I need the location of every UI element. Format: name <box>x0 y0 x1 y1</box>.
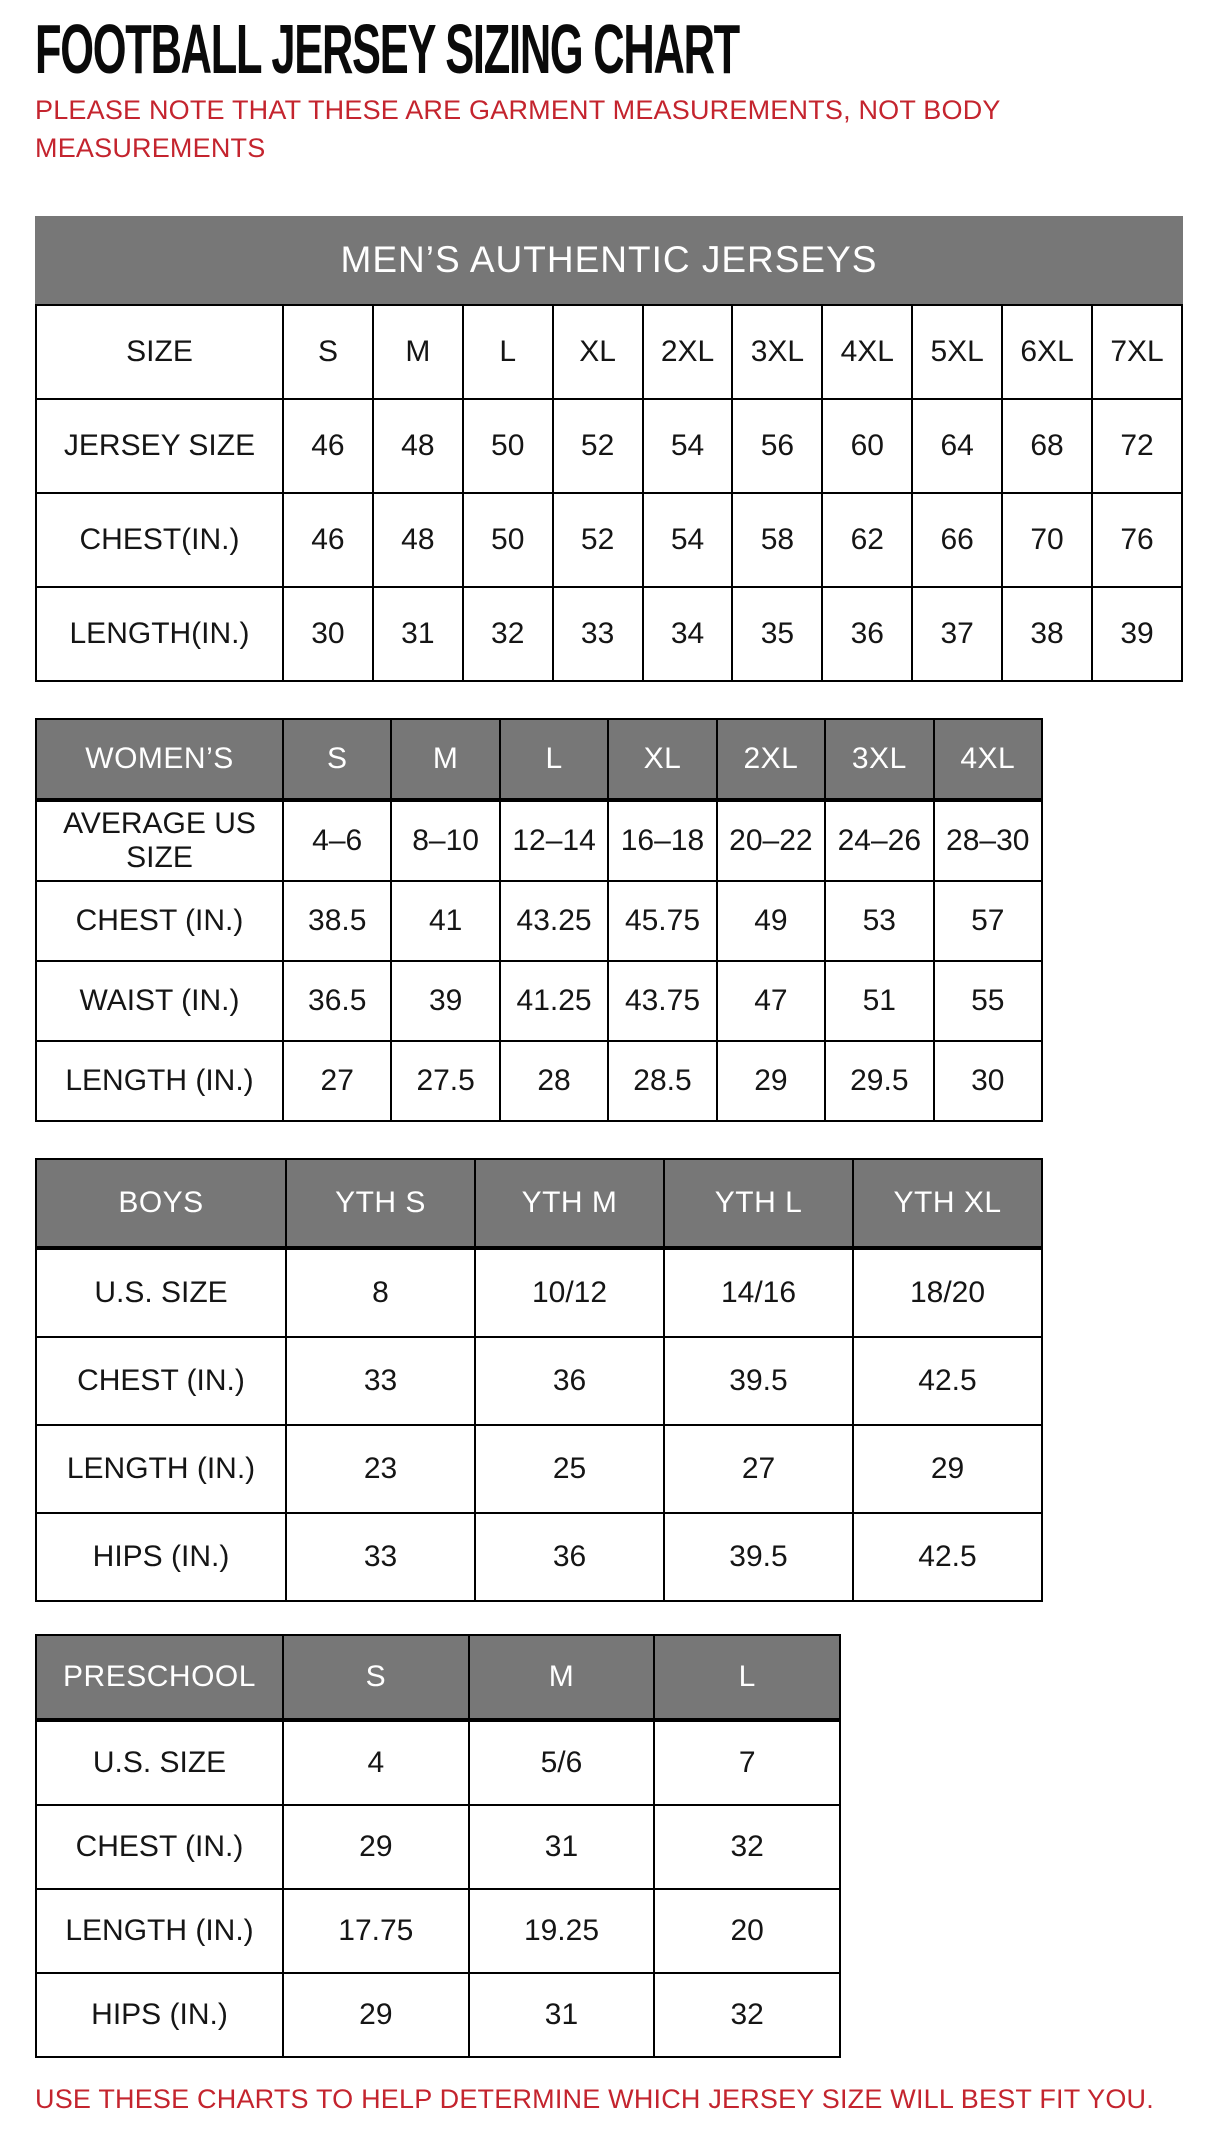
value-cell: 25 <box>475 1425 664 1513</box>
value-cell: 52 <box>553 399 643 493</box>
womens-table-block <box>35 718 1185 1122</box>
mens-table-block <box>35 216 1185 682</box>
value-cell: XL <box>553 305 643 399</box>
value-cell: 39 <box>1092 587 1182 681</box>
value-cell: 60 <box>822 399 912 493</box>
table-row <box>36 399 1182 493</box>
value-cell: 10/12 <box>475 1248 664 1337</box>
value-cell: 33 <box>286 1337 475 1425</box>
value-cell: 4XL <box>822 305 912 399</box>
row-label-cell: LENGTH (IN.) <box>36 1041 283 1121</box>
table-title-cell: BOYS <box>36 1159 286 1248</box>
value-cell: 20–22 <box>717 800 825 881</box>
value-cell: 70 <box>1002 493 1092 587</box>
value-cell: 4 <box>283 1720 469 1805</box>
value-cell: 36 <box>475 1513 664 1601</box>
value-cell: 31 <box>469 1973 655 2057</box>
value-cell: 53 <box>825 881 933 961</box>
column-header-cell: L <box>654 1635 840 1720</box>
value-cell: 76 <box>1092 493 1182 587</box>
header-row <box>36 719 1042 800</box>
value-cell: 39.5 <box>664 1513 853 1601</box>
value-cell: 52 <box>553 493 643 587</box>
header-row <box>36 1635 840 1720</box>
table-row <box>36 1041 1042 1121</box>
column-header-cell: 4XL <box>934 719 1042 800</box>
value-cell: 29 <box>853 1425 1042 1513</box>
value-cell: 7XL <box>1092 305 1182 399</box>
row-label-cell: CHEST (IN.) <box>36 1805 283 1889</box>
preschool-table-block <box>35 1634 1185 2058</box>
value-cell: 47 <box>717 961 825 1041</box>
column-header-cell: 3XL <box>825 719 933 800</box>
value-cell: 36 <box>822 587 912 681</box>
value-cell: 41.25 <box>500 961 608 1041</box>
value-cell: 39.5 <box>664 1337 853 1425</box>
value-cell: L <box>463 305 553 399</box>
column-header-cell: YTH XL <box>853 1159 1042 1248</box>
value-cell: 48 <box>373 399 463 493</box>
value-cell: 51 <box>825 961 933 1041</box>
row-label-cell: LENGTH (IN.) <box>36 1889 283 1973</box>
table-title-cell: WOMEN’S <box>36 719 283 800</box>
value-cell: 12–14 <box>500 800 608 881</box>
table-row <box>36 1425 1042 1513</box>
value-cell: S <box>283 305 373 399</box>
mens-banner: MEN’S AUTHENTIC JERSEYS <box>35 216 1183 304</box>
value-cell: 32 <box>654 1805 840 1889</box>
footer-text: USE THESE CHARTS TO HELP DETERMINE WHICH JERSEY SIZE WILL BEST FIT YOU. <box>35 2083 1154 2114</box>
value-cell: 14/16 <box>664 1248 853 1337</box>
table-row <box>36 305 1182 399</box>
row-label-cell: U.S. SIZE <box>36 1720 283 1805</box>
value-cell: 50 <box>463 493 553 587</box>
value-cell: 57 <box>934 881 1042 961</box>
value-cell: 66 <box>912 493 1002 587</box>
column-header-cell: 2XL <box>717 719 825 800</box>
table-row <box>36 587 1182 681</box>
table-row <box>36 1973 840 2057</box>
value-cell: 8–10 <box>391 800 499 881</box>
value-cell: 42.5 <box>853 1513 1042 1601</box>
value-cell: 50 <box>463 399 553 493</box>
value-cell: 42.5 <box>853 1337 1042 1425</box>
value-cell: 54 <box>643 493 733 587</box>
row-label-cell: LENGTH (IN.) <box>36 1425 286 1513</box>
row-label-cell: WAIST (IN.) <box>36 961 283 1041</box>
value-cell: 20 <box>654 1889 840 1973</box>
value-cell: 49 <box>717 881 825 961</box>
table-row <box>36 493 1182 587</box>
value-cell: 8 <box>286 1248 475 1337</box>
size-tables-container <box>35 216 1185 2058</box>
value-cell: 24–26 <box>825 800 933 881</box>
value-cell: 32 <box>463 587 553 681</box>
row-label-cell: U.S. SIZE <box>36 1248 286 1337</box>
value-cell: 5/6 <box>469 1720 655 1805</box>
value-cell: 7 <box>654 1720 840 1805</box>
value-cell: 30 <box>934 1041 1042 1121</box>
row-label-cell: CHEST (IN.) <box>36 1337 286 1425</box>
value-cell: 23 <box>286 1425 475 1513</box>
row-label-cell: HIPS (IN.) <box>36 1513 286 1601</box>
mens-sizing-table <box>35 304 1183 682</box>
value-cell: 37 <box>912 587 1002 681</box>
value-cell: 35 <box>732 587 822 681</box>
garment-note-text: PLEASE NOTE THAT THESE ARE GARMENT MEASUREMENTS, NOT BODY MEASUREMENTS <box>35 95 1001 163</box>
column-header-cell: XL <box>608 719 716 800</box>
row-label-cell: JERSEY SIZE <box>36 399 283 493</box>
value-cell: 38.5 <box>283 881 391 961</box>
value-cell: 48 <box>373 493 463 587</box>
value-cell: 33 <box>553 587 643 681</box>
value-cell: 29 <box>283 1973 469 2057</box>
value-cell: 29.5 <box>825 1041 933 1121</box>
value-cell: 28.5 <box>608 1041 716 1121</box>
value-cell: 33 <box>286 1513 475 1601</box>
value-cell: 43.25 <box>500 881 608 961</box>
value-cell: 43.75 <box>608 961 716 1041</box>
column-header-cell: YTH L <box>664 1159 853 1248</box>
table-row <box>36 1720 840 1805</box>
table-row <box>36 1805 840 1889</box>
table-row <box>36 800 1042 881</box>
value-cell: 27.5 <box>391 1041 499 1121</box>
value-cell: 30 <box>283 587 373 681</box>
value-cell: 28 <box>500 1041 608 1121</box>
table-row <box>36 961 1042 1041</box>
value-cell: 6XL <box>1002 305 1092 399</box>
value-cell: 41 <box>391 881 499 961</box>
column-header-cell: L <box>500 719 608 800</box>
value-cell: 46 <box>283 399 373 493</box>
column-header-cell: S <box>283 1635 469 1720</box>
value-cell: 68 <box>1002 399 1092 493</box>
column-header-cell: S <box>283 719 391 800</box>
column-header-cell: YTH S <box>286 1159 475 1248</box>
value-cell: 29 <box>283 1805 469 1889</box>
value-cell: 27 <box>283 1041 391 1121</box>
value-cell: 56 <box>732 399 822 493</box>
value-cell: 18/20 <box>853 1248 1042 1337</box>
row-label-cell: HIPS (IN.) <box>36 1973 283 2057</box>
value-cell: 72 <box>1092 399 1182 493</box>
value-cell: 54 <box>643 399 733 493</box>
value-cell: 28–30 <box>934 800 1042 881</box>
table-row <box>36 1248 1042 1337</box>
value-cell: 5XL <box>912 305 1002 399</box>
column-header-cell: M <box>469 1635 655 1720</box>
value-cell: 32 <box>654 1973 840 2057</box>
value-cell: 55 <box>934 961 1042 1041</box>
page-title <box>35 10 1185 88</box>
value-cell: 2XL <box>643 305 733 399</box>
value-cell: 45.75 <box>608 881 716 961</box>
value-cell: 16–18 <box>608 800 716 881</box>
boys-sizing-table <box>35 1158 1043 1602</box>
table-row <box>36 881 1042 961</box>
value-cell: 19.25 <box>469 1889 655 1973</box>
boys-table-block <box>35 1158 1185 1602</box>
value-cell: 31 <box>469 1805 655 1889</box>
page-title-text: FOOTBALL JERSEY SIZING CHART <box>35 10 739 88</box>
table-row <box>36 1889 840 1973</box>
header-row <box>36 1159 1042 1248</box>
table-row <box>36 1513 1042 1601</box>
preschool-sizing-table <box>35 1634 841 2058</box>
value-cell: 3XL <box>732 305 822 399</box>
value-cell: 27 <box>664 1425 853 1513</box>
value-cell: 29 <box>717 1041 825 1121</box>
column-header-cell: M <box>391 719 499 800</box>
table-row <box>36 1337 1042 1425</box>
value-cell: 64 <box>912 399 1002 493</box>
column-header-cell: YTH M <box>475 1159 664 1248</box>
womens-sizing-table <box>35 718 1043 1122</box>
table-title-cell: PRESCHOOL <box>36 1635 283 1720</box>
row-label-cell: CHEST(IN.) <box>36 493 283 587</box>
row-label-cell: AVERAGE US SIZE <box>36 800 283 881</box>
value-cell: M <box>373 305 463 399</box>
value-cell: 62 <box>822 493 912 587</box>
row-label-cell: CHEST (IN.) <box>36 881 283 961</box>
value-cell: 39 <box>391 961 499 1041</box>
value-cell: 36.5 <box>283 961 391 1041</box>
value-cell: 36 <box>475 1337 664 1425</box>
value-cell: 17.75 <box>283 1889 469 1973</box>
value-cell: 31 <box>373 587 463 681</box>
value-cell: 46 <box>283 493 373 587</box>
row-label-cell: SIZE <box>36 305 283 399</box>
row-label-cell: LENGTH(IN.) <box>36 587 283 681</box>
value-cell: 34 <box>643 587 733 681</box>
value-cell: 4–6 <box>283 800 391 881</box>
value-cell: 38 <box>1002 587 1092 681</box>
value-cell: 58 <box>732 493 822 587</box>
